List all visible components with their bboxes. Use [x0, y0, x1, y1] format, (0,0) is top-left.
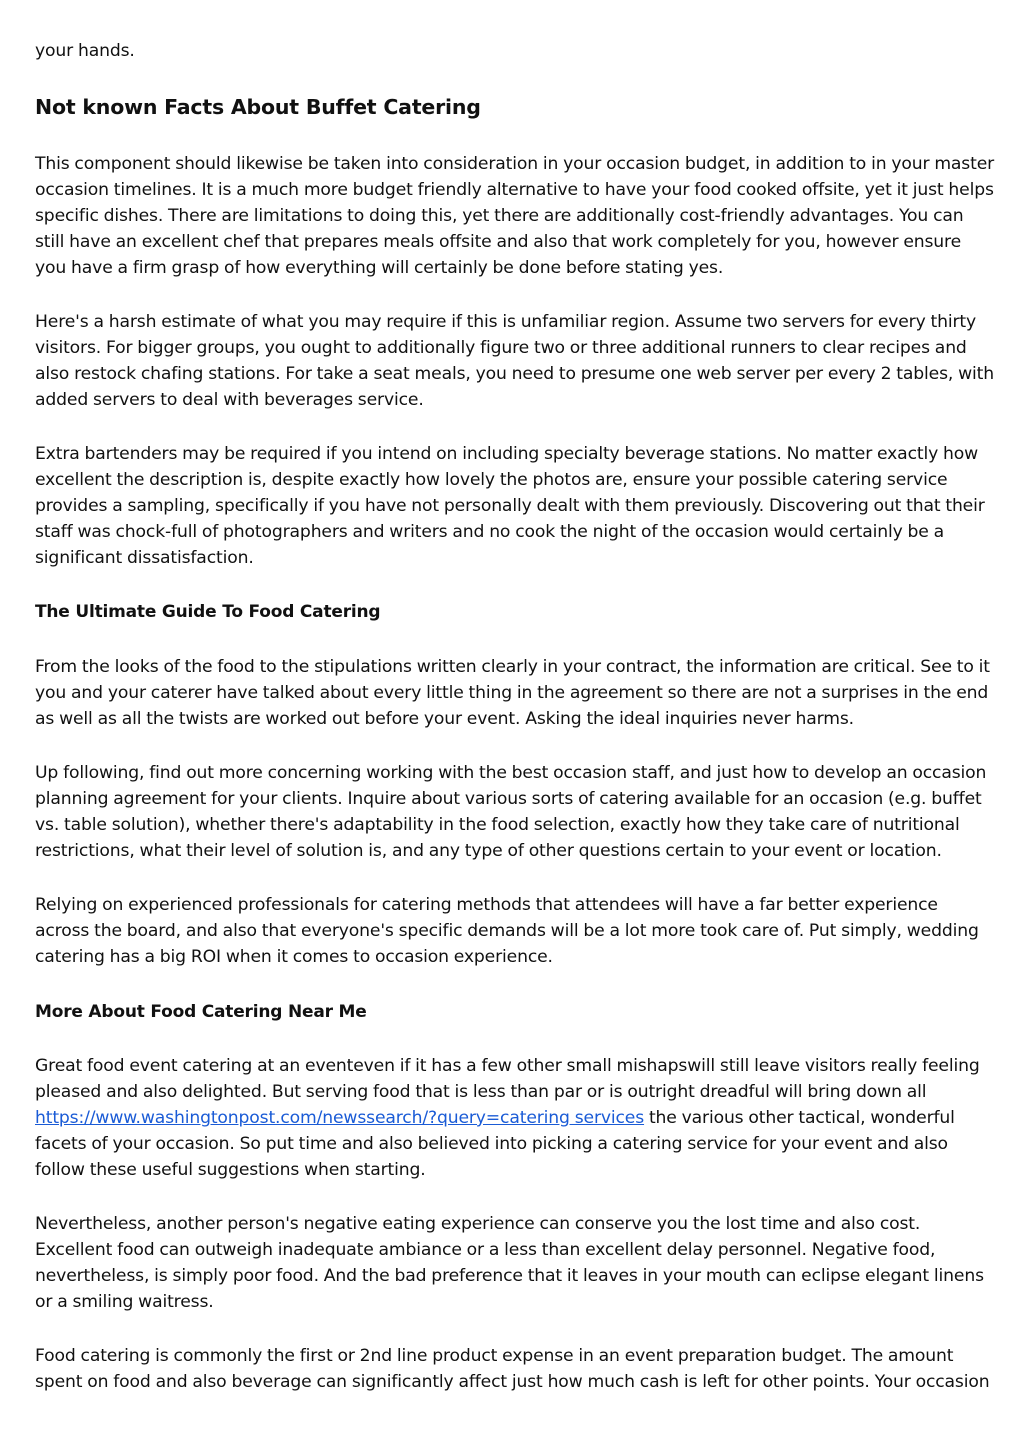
paragraph-7-text-before: Great food event catering at an eventeven if it has a few other small mishapswill still leave visitors really feeling pleased and also delighted. But serving food that is less than par or is outright dreadful will bring down all	[35, 1056, 980, 1102]
paragraph-8: Nevertheless, another person's negative eating experience can conserve you the lost time and also cost. Excellent food can outweigh inadequate ambiance or a less than excellent delay personnel. Negative food, nevertheless, is simply poor food. And the bad preference that it leaves in your mouth can eclipse elegant linens or a smiling waitress.	[35, 1214, 984, 1312]
washingtonpost-search-link[interactable]: https://www.washingtonpost.com/newssearch/?query=catering services	[35, 1108, 645, 1128]
heading-ultimate-guide: The Ultimate Guide To Food Catering	[35, 602, 381, 622]
heading-buffet-catering: Not known Facts About Buffet Catering	[35, 95, 481, 119]
paragraph-6: Relying on experienced professionals for catering methods that attendees will have a far better experience across the board, and also that everyone's specific demands will be a lot more took care of. Put simply, wedding catering has a big ROI when it comes to occasion experience.	[35, 895, 979, 967]
paragraph-7	[35, 1053, 995, 1183]
paragraph-7-text-after: the various other tactical, wonderful facets of your occasion. So put time and also believed into picking a catering service for your event and also follow these useful suggestions when starting.	[35, 1108, 955, 1180]
heading-food-catering-near-me: More About Food Catering Near Me	[35, 1002, 367, 1022]
paragraph-1: This component should likewise be taken into consideration in your occasion budget, in addition to in your master occasion timelines. It is a much more budget friendly alternative to have your food cooked offsite, yet it just helps specific dishes. There are limitations to doing this, yet there are additionally cost-friendly advantages. You can still have an excellent chef that prepares meals offsite and also that work completely for you, however ensure you have a firm grasp of how everything will certainly be done before stating yes.	[35, 154, 995, 278]
paragraph-3: Extra bartenders may be required if you intend on including specialty beverage stations. No matter exactly how excellent the description is, despite exactly how lovely the photos are, ensure your possible catering service provides a sampling, specifically if you have not personally dealt with them previously. Discovering out that their staff was chock-full of photographers and writers and no cook the night of the occasion would certainly be a significant dissatisfaction.	[35, 444, 985, 568]
paragraph-9: Food catering is commonly the first or 2nd line product expense in an event preparation budget. The amount spent on food and also beverage can significantly affect just how much cash is left for other points. Your occasion	[35, 1346, 990, 1392]
paragraph-2: Here's a harsh estimate of what you may require if this is unfamiliar region. Assume two servers for every thirty visitors. For bigger groups, you ought to additionally figure two or three additional runners to clear recipes and also restock chafing stations. For take a seat meals, you need to presume one web server per every 2 tables, with added servers to deal with beverages service.	[35, 312, 994, 410]
paragraph-4: From the looks of the food to the stipulations written clearly in your contract, the information are critical. See to it you and your caterer have talked about every little thing in the agreement so there are not a surprises in the end as well as all the twists are worked out before your event. Asking the ideal inquiries never harms.	[35, 657, 990, 729]
paragraph-5: Up following, find out more concerning working with the best occasion staff, and just how to develop an occasion planning agreement for your clients. Inquire about various sorts of catering available for an occasion (e.g. buffet vs. table solution), whether there's adaptability in the food selection, exactly how they take care of nutritional restrictions, what their level of solution is, and any type of other questions certain to your event or location.	[35, 763, 987, 861]
lead-text: your hands.	[35, 41, 135, 61]
